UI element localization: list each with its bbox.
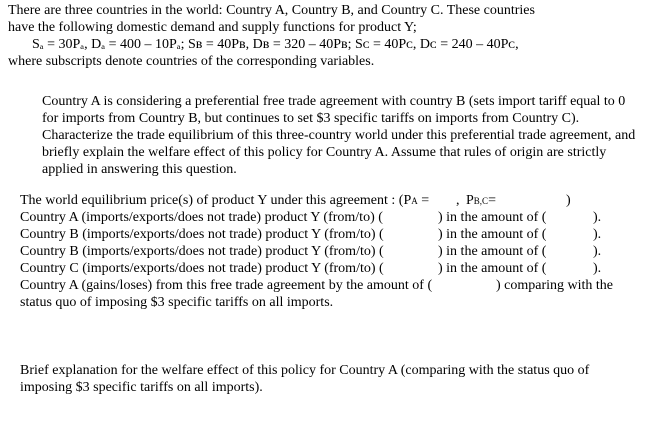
problem-intro bbox=[8, 2, 638, 70]
gains-label: Country A (gains/loses) from this free trade agreement by the amount of ( bbox=[20, 278, 433, 293]
price-close: ) bbox=[566, 193, 571, 208]
row-label: Country C (imports/exports/does not trade) product Y (from/to) ( bbox=[20, 261, 384, 276]
gains-line bbox=[20, 277, 640, 294]
price-subscript-bc: B,C bbox=[473, 196, 489, 206]
answer-row bbox=[20, 243, 640, 260]
answer-section bbox=[20, 192, 640, 311]
row-end: ). bbox=[593, 227, 602, 242]
price-eq-bc: = bbox=[488, 193, 496, 208]
price-eq-a: = bbox=[417, 193, 430, 208]
answer-row bbox=[20, 260, 640, 277]
row-mid: ) in the amount of ( bbox=[438, 210, 547, 225]
answer-row bbox=[20, 209, 640, 226]
row-end: ). bbox=[593, 261, 602, 276]
supply-demand-equations: Sₐ = 30Pₐ, Dₐ = 400 – 10Pₐ; Sʙ = 40Pʙ, Dʙ = 320 – 40Pʙ; Sᴄ = 40Pᴄ, Dᴄ = 240 – 40Pᴄ, bbox=[32, 37, 519, 52]
row-mid: ) in the amount of ( bbox=[438, 227, 547, 242]
price-comma: , bbox=[456, 193, 460, 208]
intro-line-4: where subscripts denote countries of the corresponding variables. bbox=[8, 54, 375, 69]
price-label: The world equilibrium price(s) of product Y under this agreement : (P bbox=[20, 193, 412, 208]
intro-line-1: There are three countries in the world: Country A, Country B, and Country C. These countries bbox=[8, 3, 535, 18]
answer-row bbox=[20, 226, 640, 243]
price-b: P bbox=[466, 193, 474, 208]
price-line bbox=[20, 192, 640, 209]
question-paragraph: Country A is considering a preferential free trade agreement with country B (sets import tariff equal to 0 for imports from Country B, but continues to set $3 specific tariffs on imports from Country C). Characterize the trade equilibrium of this three-country world under this preferential trade agreement, and briefly explain the welfare effect of this policy for Country A. Assume that rules of origin are strictly applied in answering this question. bbox=[42, 94, 636, 177]
row-label: Country B (imports/exports/does not trade) product Y (from/to) ( bbox=[20, 227, 384, 242]
brief-explanation-prompt: Brief explanation for the welfare effect of this policy for Country A (comparing with the status quo of imposing $3 specific tariffs on all imports). bbox=[20, 363, 590, 395]
row-mid: ) in the amount of ( bbox=[438, 261, 547, 276]
row-end: ). bbox=[593, 244, 602, 259]
gains-label-2: status quo of imposing $3 specific tariffs on all imports. bbox=[20, 295, 334, 310]
intro-line-2: have the following domestic demand and supply functions for product Y; bbox=[8, 20, 417, 35]
price-subscript-a: A bbox=[411, 196, 418, 206]
row-label: Country A (imports/exports/does not trade) product Y (from/to) ( bbox=[20, 210, 383, 225]
row-mid: ) in the amount of ( bbox=[438, 244, 547, 259]
row-label: Country B (imports/exports/does not trade) product Y (from/to) ( bbox=[20, 244, 384, 259]
gains-end: ) comparing with the bbox=[496, 278, 614, 293]
gains-line-2 bbox=[20, 294, 640, 311]
row-end: ). bbox=[593, 210, 602, 225]
